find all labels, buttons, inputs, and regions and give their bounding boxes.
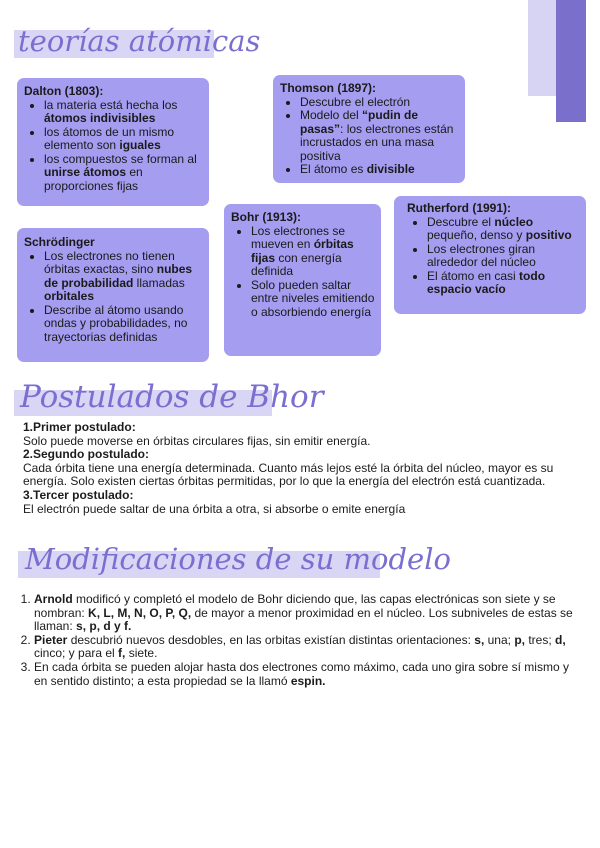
- text: El átomo en casi: [427, 268, 520, 283]
- card-rutherford: [394, 196, 586, 314]
- bold-text: Pieter: [34, 632, 68, 647]
- card-list: [24, 250, 203, 345]
- postulados-section: [23, 421, 583, 516]
- list-item: [300, 109, 459, 163]
- bold-text: positivo: [525, 228, 572, 242]
- card-list: [407, 216, 580, 297]
- list-item: [44, 126, 203, 153]
- list-item: [44, 99, 203, 126]
- postulado-1-text: Solo puede moverse en órbitas circulares fijas, sin emitir energía.: [23, 433, 371, 448]
- text: con energía definida: [251, 250, 342, 278]
- bold-text: átomos indivisibles: [44, 111, 156, 125]
- text: siete.: [125, 646, 158, 661]
- text: Modelo del: [300, 108, 363, 122]
- bold-text: s,: [474, 632, 485, 647]
- postulado-2-title: 2.Segundo postulado:: [23, 447, 149, 462]
- card-title: Dalton (1803):: [24, 84, 104, 98]
- bold-text: iguales: [119, 138, 161, 152]
- text: los compuestos se forman al: [44, 151, 197, 166]
- list-item: [251, 225, 375, 279]
- bold-text: órbitas fijas: [251, 237, 354, 265]
- bold-text: Arnold: [34, 592, 73, 606]
- list-item: [34, 593, 583, 634]
- text: en proporciones fijas: [44, 165, 143, 193]
- text: Los electrones no tienen órbitas exactas, sino: [44, 248, 175, 276]
- text: : los electrones están incrustados en una masa positiva: [300, 121, 454, 163]
- bold-text: s, p, d y f.: [76, 619, 132, 634]
- text: Describe al átomo usando ondas y probabilidades, no trayectorias definidas: [44, 302, 188, 344]
- list-item: [34, 634, 583, 661]
- text: pequeño, denso y: [427, 228, 526, 242]
- text: En cada órbita se pueden alojar hasta dos electrones como máximo, cada uno gira sobre sí mismo y en sentido distinto; a esta propiedad se la llamó: [34, 659, 569, 688]
- list-item: [34, 661, 583, 688]
- text: cinco; y para el: [34, 646, 119, 661]
- postulado-3-title: 3.Tercer postulado:: [23, 487, 134, 502]
- text: Descubre el: [427, 214, 495, 229]
- text: descubrió nuevos desdobles, en las orbitas existían distintas orientaciones:: [67, 632, 475, 647]
- heading-teorias: teorías atómicas: [18, 24, 261, 58]
- list-item: [427, 243, 580, 270]
- text: tres;: [524, 632, 555, 647]
- list-item: [427, 216, 580, 243]
- card-bohr: [224, 204, 381, 356]
- list-item: [300, 163, 459, 177]
- bold-text: K, L, M, N, O, P, Q,: [88, 605, 192, 620]
- text: Solo pueden saltar entre niveles emitiendo o absorbiendo energía: [251, 277, 375, 319]
- card-list: [24, 99, 203, 194]
- list-item: [44, 153, 203, 194]
- text: los átomos de un mismo elemento son: [44, 124, 175, 152]
- postulado-2-text: Cada órbita tiene una energía determinada. Cuanto más lejos esté la órbita del núcleo, mayor es su energía. Solo existen ciertas órbitas permitidas, por lo que la energía del electrón está cuantizada.: [23, 460, 554, 489]
- modificaciones-list: [23, 593, 583, 688]
- card-title: Thomson (1897):: [280, 81, 377, 95]
- text: de mayor a menor proximidad en el núcleo. Los subniveles de estas se llaman:: [34, 605, 573, 634]
- bold-text: “pudin de pasas”: [300, 108, 419, 136]
- postulado-1-title: 1.Primer postulado:: [23, 420, 136, 434]
- bold-text: núcleo: [494, 214, 534, 229]
- card-dalton: [17, 78, 209, 206]
- postulado-3-text: El electrón puede saltar de una órbita a otra, si absorbe o emite energía: [23, 501, 406, 516]
- text: modificó y completó el modelo de Bohr diciendo que, las capas electrónicas son siete y se nombran:: [34, 592, 556, 620]
- card-title: Schrödinger: [24, 235, 95, 249]
- card-title: Bohr (1913):: [231, 210, 302, 224]
- card-thomson: [273, 75, 465, 183]
- list-item: [251, 279, 375, 320]
- bold-text: divisible: [366, 162, 415, 176]
- bold-text: d,: [555, 632, 566, 647]
- card-schrodinger: [17, 228, 209, 362]
- bold-text: nubes de probabilidad: [44, 262, 193, 290]
- text: la materia está hecha los: [44, 97, 178, 112]
- card-list: [231, 225, 375, 320]
- heading-modificaciones: Modificaciones de su modelo: [25, 542, 451, 576]
- bold-text: p,: [514, 632, 525, 647]
- heading-postulados: Postulados de Bhor: [20, 379, 324, 415]
- bold-text: espin.: [290, 673, 326, 688]
- text: Los electrones giran alrededor del núcleo: [427, 241, 536, 269]
- text: una;: [484, 632, 515, 647]
- modificaciones-section: [23, 593, 583, 688]
- decorative-dark-bar: [556, 0, 586, 122]
- bold-text: orbitales: [44, 289, 95, 303]
- bold-text: f,: [118, 646, 126, 661]
- list-item: [44, 250, 203, 304]
- text: Descubre el electrón: [300, 94, 411, 109]
- text: Los electrones se mueven en: [251, 223, 346, 251]
- card-title: Rutherford (1991):: [407, 201, 512, 215]
- list-item: [44, 304, 203, 345]
- bold-text: todo espacio vacío: [427, 268, 546, 296]
- bold-text: unirse átomos: [44, 165, 127, 179]
- text: El átomo es: [300, 162, 367, 176]
- list-item: [300, 96, 459, 110]
- text: llamadas: [133, 275, 185, 290]
- card-list: [280, 96, 459, 177]
- list-item: [427, 270, 580, 297]
